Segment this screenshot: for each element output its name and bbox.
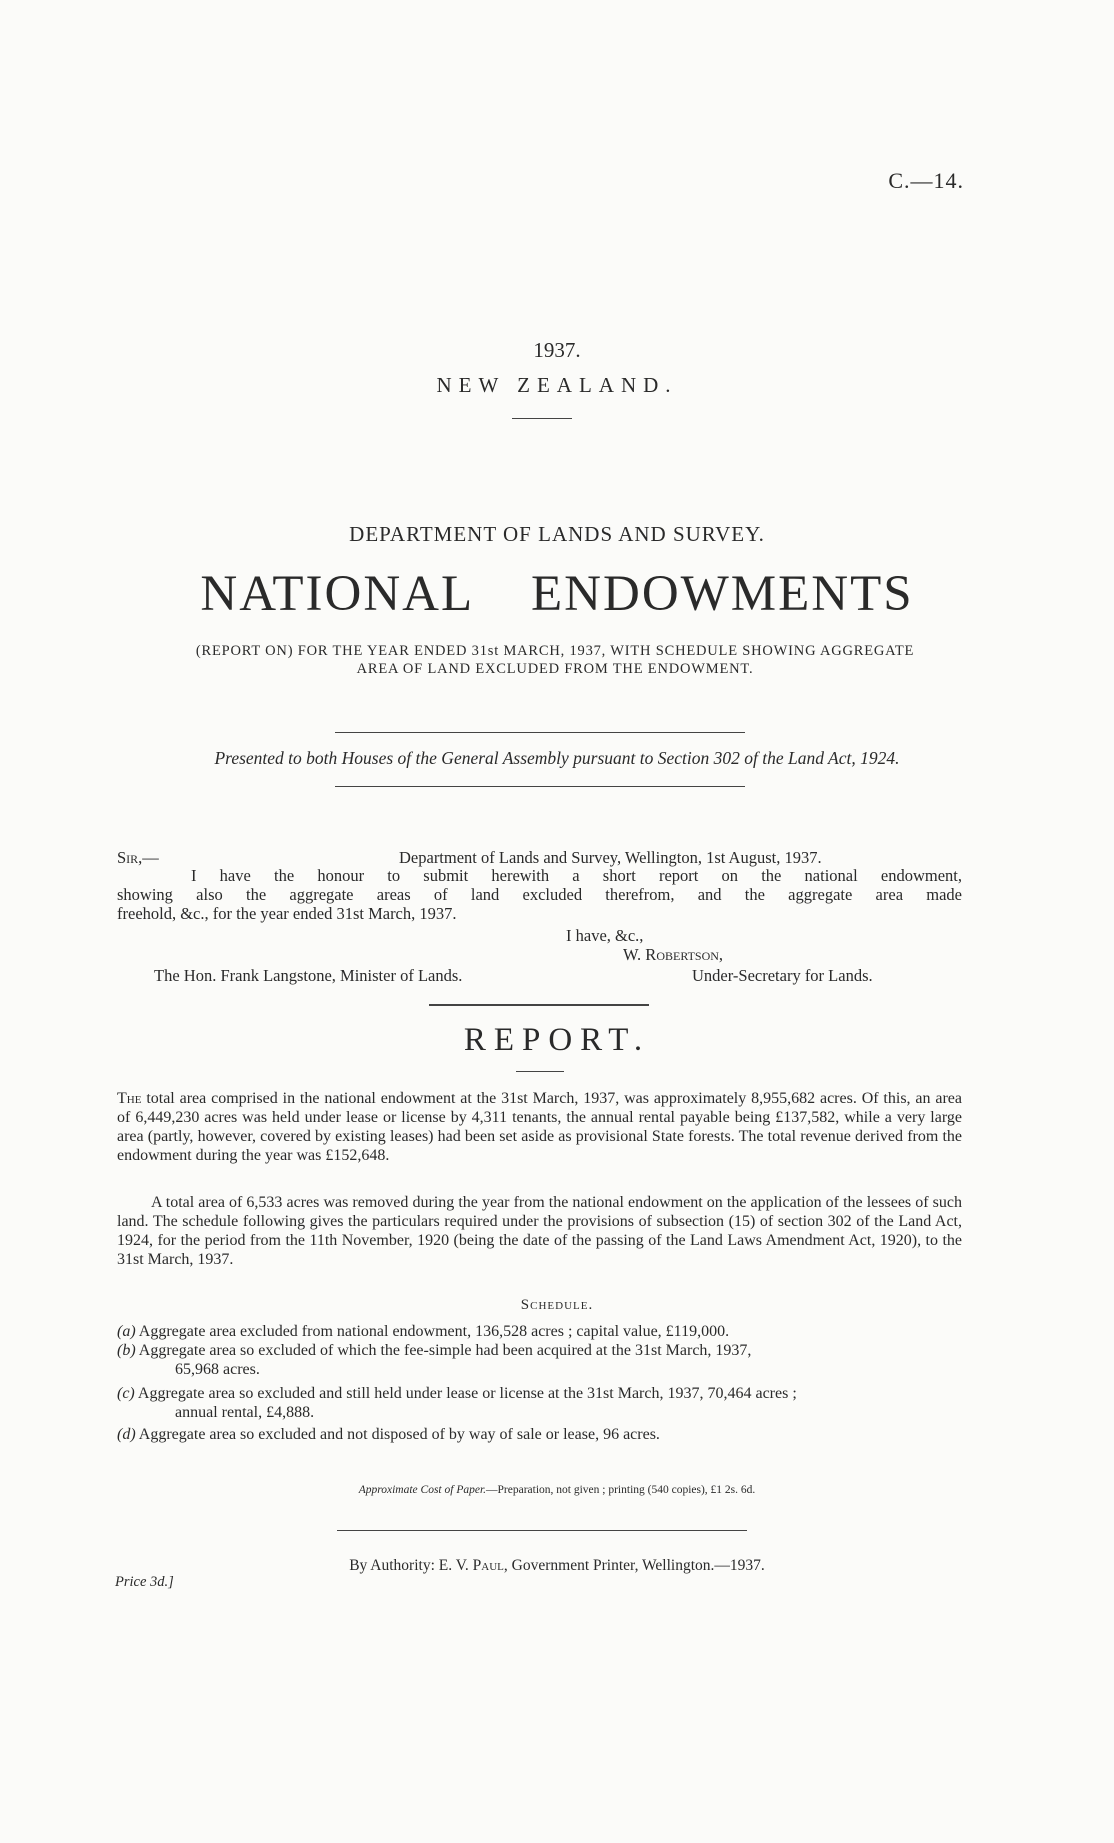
schedule-item-marker: (a): [117, 1323, 136, 1340]
letter-closing: I have, &c.,: [566, 926, 644, 945]
schedule-item-marker: (c): [117, 1385, 135, 1402]
authority-prefix: By Authority:: [349, 1557, 435, 1574]
report-paragraph-1-text: total area comprised in the national endowment at the 31st March, 1937, was approximately 8,955,682 acres. Of this, an area of 6,449,230 acres was held under lease or license by 4,311 tenants, the annual rental payable being £137,582, while a very large area (partly, however, covered by existing leases) had been set aside as provisional State forests. The total revenue derived from the endowment during the year was £152,648.: [117, 1090, 963, 1164]
divider-footer: [337, 1530, 747, 1531]
schedule-item-c: [117, 1384, 967, 1422]
letter-signatory: W. Robertson,: [623, 945, 724, 964]
schedule-item-text: Aggregate area so excluded of which the fee-simple had been acquired at the 31st March, 1937,: [138, 1342, 752, 1359]
schedule-item-text: Aggregate area excluded from national endowment, 136,528 acres ; capital value, £119,000.: [138, 1323, 730, 1340]
letter-body-line-1: I have the honour to submit herewith a short report on the national endowment,: [191, 866, 962, 885]
divider-long: [335, 732, 745, 733]
document-reference: C.—14.: [888, 168, 964, 193]
subtitle-line-1: (REPORT ON) FOR THE YEAR ENDED 31st MARCH, 1937, WITH SCHEDULE SHOWING AGGREGATE: [195, 643, 915, 659]
report-paragraph-2: [117, 1193, 962, 1269]
presented-statement: Presented to both Houses of the General Assembly pursuant to Section 302 of the Land Act, 1924.: [214, 748, 900, 768]
schedule-item-d: [117, 1425, 967, 1444]
schedule-item-continuation: 65,968 acres.: [175, 1361, 260, 1378]
letter-body-line-2: showing also the aggregate areas of land excluded therefrom, and the aggregate area made: [117, 885, 962, 904]
report-paragraph-2-text: A total area of 6,533 acres was removed during the year from the national endowment on the application of the lessees of such land. The schedule following gives the particulars required under the provisions of subsection (15) of section 302 of the Land Act, 1924, for the period from the 11th November, 1920 (being the date of the passing of the Land Laws Amendment Act, 1920), to the 31st March, 1937.: [117, 1194, 962, 1268]
divider-report: [429, 1004, 649, 1006]
main-title: NATIONAL ENDOWMENTS: [200, 566, 914, 622]
cost-text: —Preparation, not given ; printing (540 copies), £1 2s. 6d.: [486, 1484, 756, 1496]
divider-long-2: [335, 786, 745, 787]
divider-short: [512, 418, 572, 419]
letter-body: [117, 866, 962, 923]
letter-addressee: The Hon. Frank Langstone, Minister of Lands.: [154, 966, 463, 985]
letter-salutation: Sir,—: [117, 848, 159, 867]
letter-body-line-3: freehold, &c., for the year ended 31st March, 1937.: [117, 904, 457, 923]
schedule-heading: Schedule.: [520, 1297, 594, 1313]
printer-name: E. V. Paul,: [438, 1557, 508, 1574]
schedule-item-continuation: annual rental, £4,888.: [175, 1404, 315, 1421]
country-heading: NEW ZEALAND.: [436, 373, 678, 397]
letter-signatory-title: Under-Secretary for Lands.: [692, 966, 873, 985]
schedule-item-b: [117, 1341, 967, 1379]
subtitle: [135, 642, 975, 678]
report-paragraph-1: [117, 1089, 962, 1165]
authority-suffix: Government Printer, Wellington.—1937.: [511, 1557, 765, 1574]
schedule-item-text: Aggregate area so excluded and still held under lease or license at the 31st March, 1937, 70,464 acres ;: [137, 1385, 797, 1402]
divider-short-2: [516, 1071, 564, 1072]
letter-address-date: Department of Lands and Survey, Wellington, 1st August, 1937.: [399, 848, 822, 867]
schedule-item-a: [117, 1322, 967, 1341]
department-heading: DEPARTMENT OF LANDS AND SURVEY.: [349, 522, 765, 546]
schedule-item-marker: (d): [117, 1426, 136, 1443]
schedule-item-text: Aggregate area so excluded and not disposed of by way of sale or lease, 96 acres.: [138, 1426, 660, 1443]
report-heading: REPORT.: [463, 1022, 651, 1058]
cost-of-paper: [0, 1484, 1114, 1496]
subtitle-line-2: AREA OF LAND EXCLUDED FROM THE ENDOWMENT.: [356, 661, 754, 677]
publication-year: 1937.: [533, 338, 581, 362]
schedule-item-marker: (b): [117, 1342, 136, 1359]
report-paragraph-1-lead: The: [117, 1090, 142, 1107]
price-note: Price 3d.]: [115, 1574, 174, 1590]
printing-authority: [0, 1557, 1114, 1575]
cost-label: Approximate Cost of Paper.: [358, 1484, 487, 1496]
